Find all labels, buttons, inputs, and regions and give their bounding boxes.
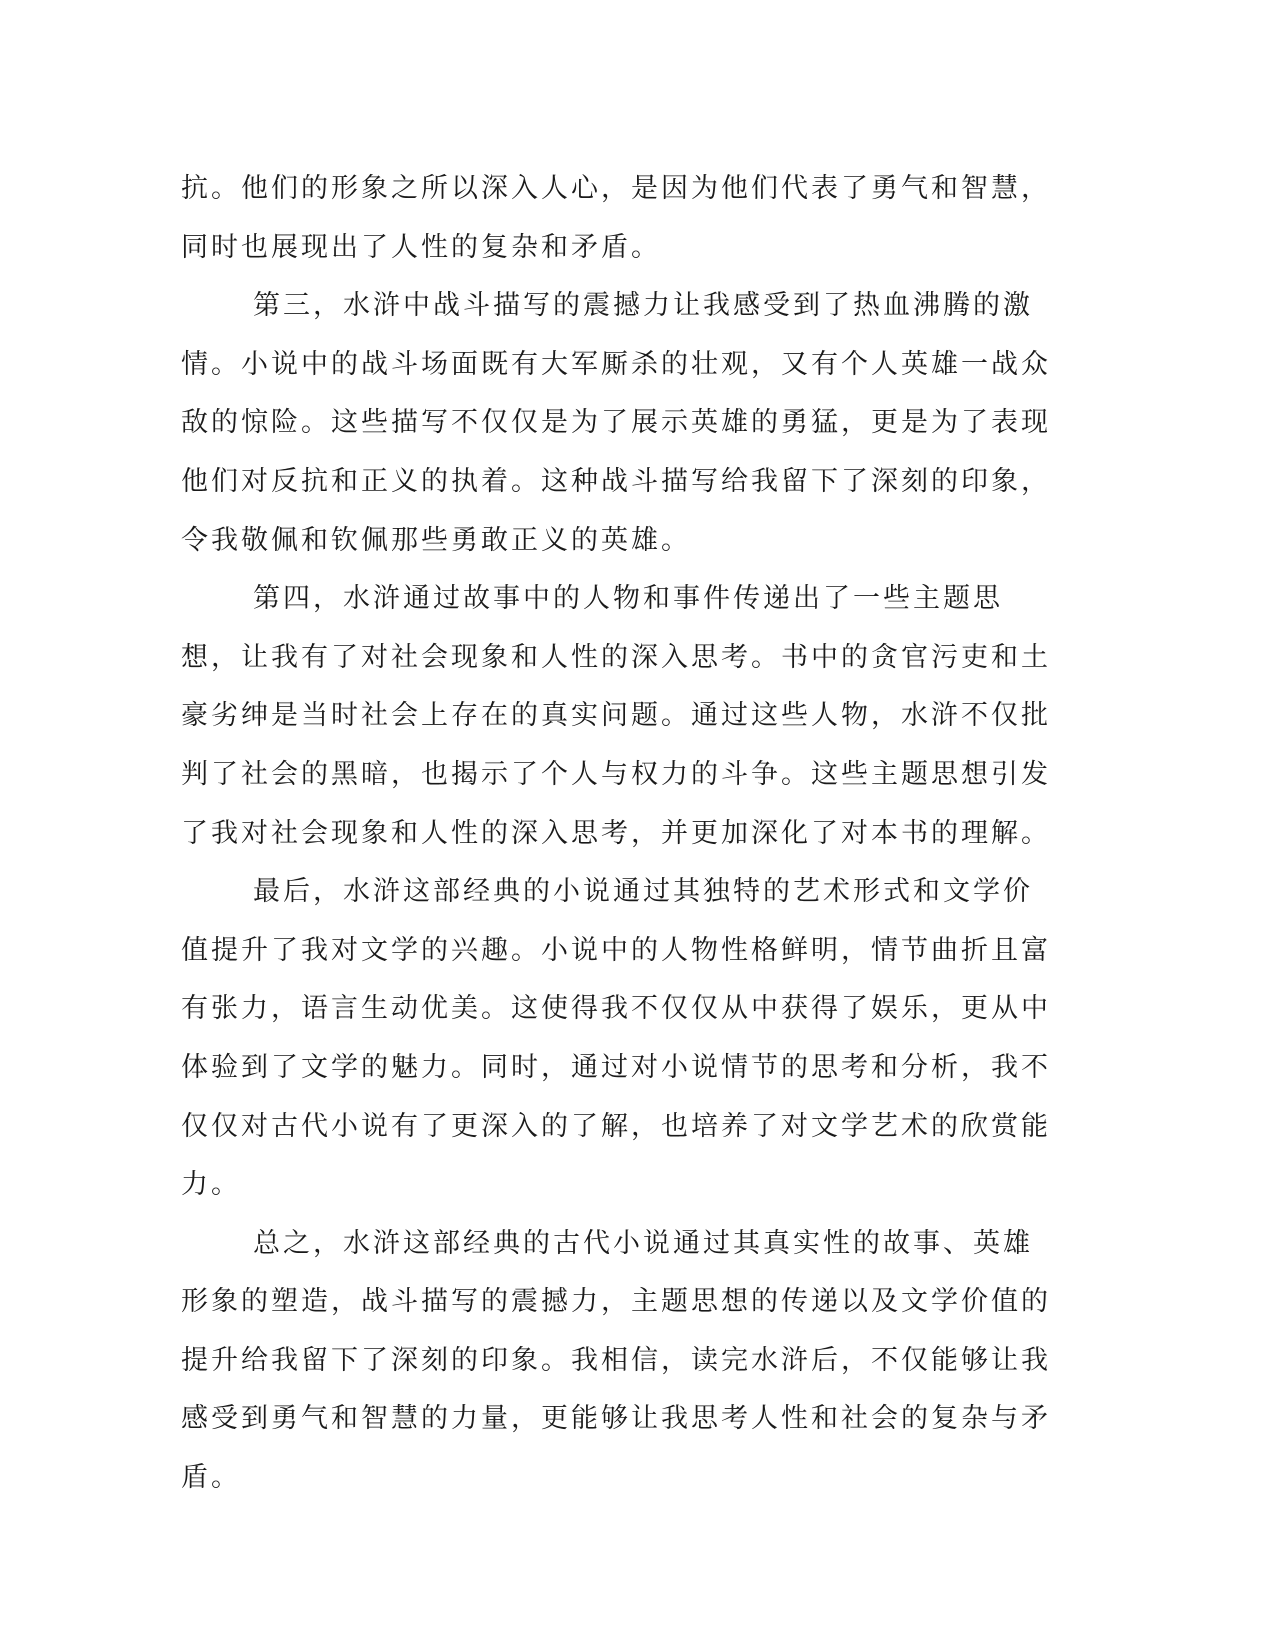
paragraph-conclusion: 总之，水浒这部经典的古代小说通过其真实性的故事、英雄形象的塑造，战斗描写的震撼力，主题思想的传递以及文学价值的提升给我留下了深刻的印象。我相信，读完水浒后，不仅能够让我感受到勇气和智慧的力量，更能够让我思考人性和社会的复杂与矛盾。 (181, 1227, 1051, 1494)
paragraph-third-point: 第三，水浒中战斗描写的震撼力让我感受到了热血沸腾的激情。小说中的战斗场面既有大军厮杀的壮观，又有个人英雄一战众敌的惊险。这些描写不仅仅是为了展示英雄的勇猛，更是为了表现他们对反抗和正义的执着。这种战斗描写给我留下了深刻的印象，令我敬佩和钦佩那些勇敢正义的英雄。 (181, 290, 1051, 556)
document-body (181, 160, 1061, 1508)
paragraph-final-point: 最后，水浒这部经典的小说通过其独特的艺术形式和文学价值提升了我对文学的兴趣。小说中的人物性格鲜明，情节曲折且富有张力，语言生动优美。这使得我不仅仅从中获得了娱乐，更从中体验到了文学的魅力。同时，通过对小说情节的思考和分析，我不仅仅对古代小说有了更深入的了解，也培养了对文学艺术的欣赏能力。 (181, 876, 1051, 1201)
paragraph-fourth-point: 第四，水浒通过故事中的人物和事件传递出了一些主题思想，让我有了对社会现象和人性的深入思考。书中的贪官污吏和土豪劣绅是当时社会上存在的真实问题。通过这些人物，水浒不仅批判了社会的黑暗，也揭示了个人与权力的斗争。这些主题思想引发了我对社会现象和人性的深入思考，并更加深化了对本书的理解。 (181, 583, 1051, 849)
paragraph-continuation: 抗。他们的形象之所以深入人心，是因为他们代表了勇气和智慧，同时也展现出了人性的复杂和矛盾。 (181, 173, 1051, 263)
